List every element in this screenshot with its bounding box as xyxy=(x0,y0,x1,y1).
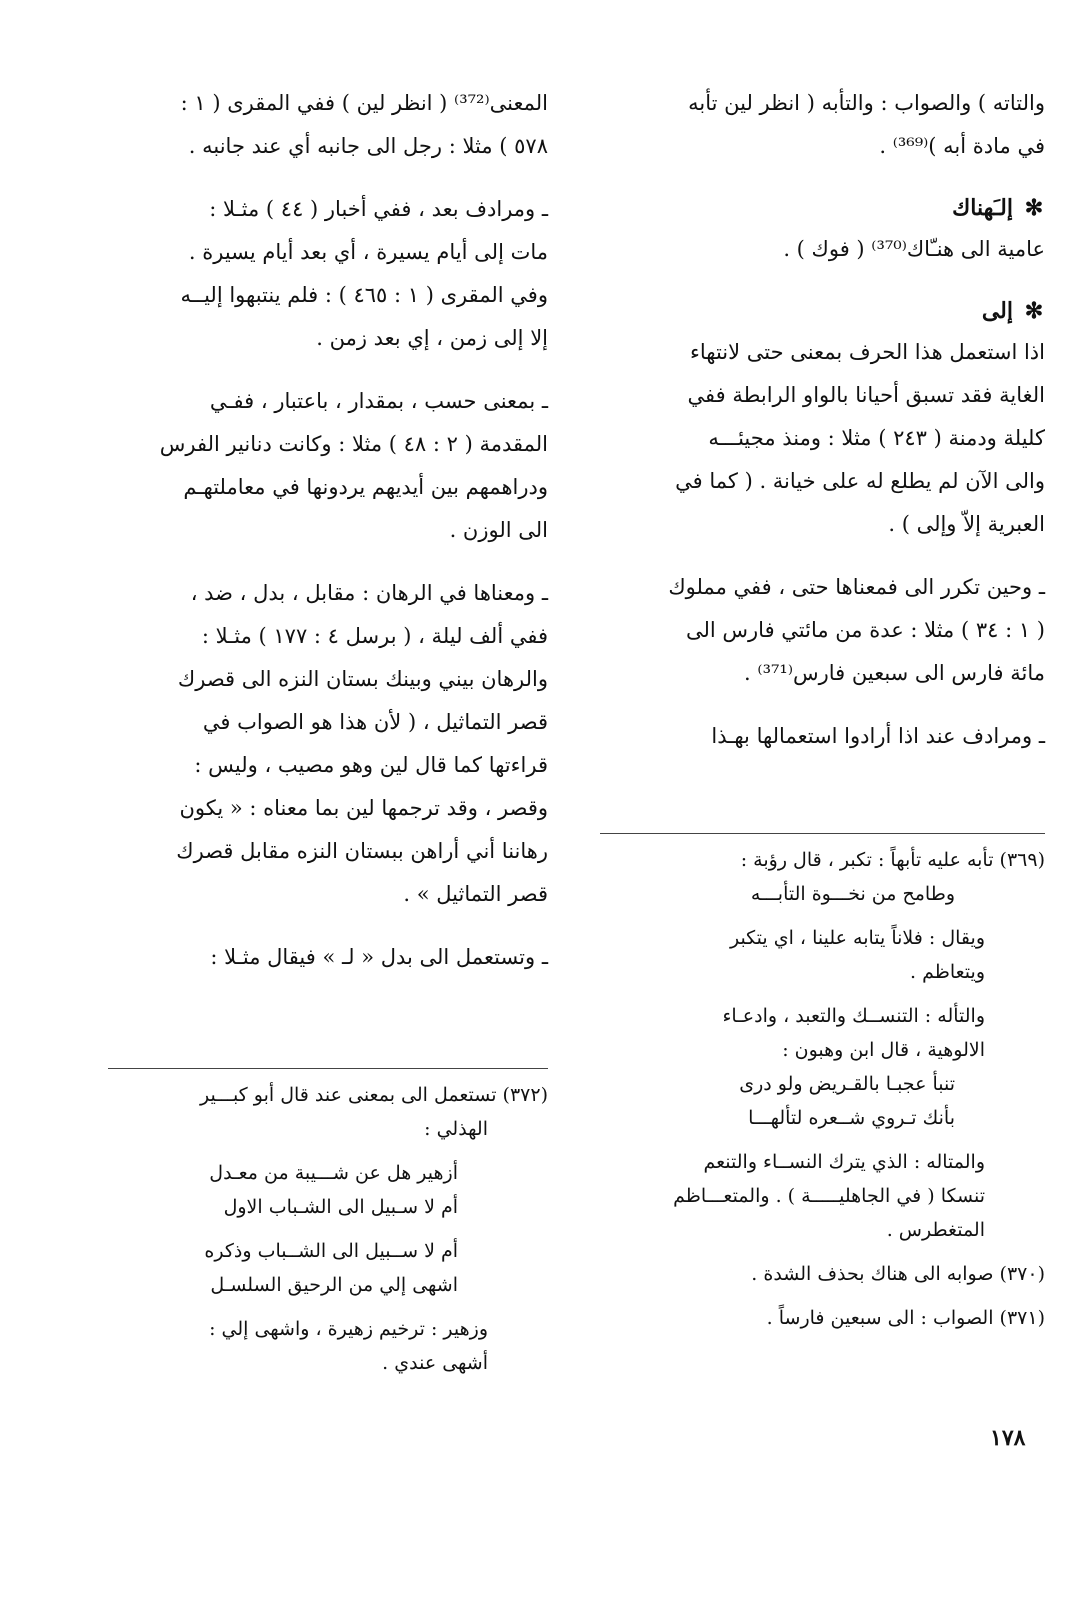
verse-line: بأنك تـروي شــعره لتألهـــا xyxy=(748,1107,955,1129)
footnote-line: المتغطرس . xyxy=(886,1219,985,1241)
body-line: وفي المقرى ( ١ : ٤٦٥ ) : فلم ينتبهوا إليــه xyxy=(180,283,548,307)
page-number: ١٧٨ xyxy=(990,1425,1026,1451)
body-line: ـ ومرادف بعد ، ففي أخبار ( ٤٤ ) مثـلا : xyxy=(209,197,548,221)
body-line: اذا استعمل هذا الحرف بمعنى حتى لانتهاء xyxy=(690,340,1045,364)
footnote-line: والتأله : التنســك والتعبد ، وادعـاء xyxy=(722,1005,985,1027)
footnote-line: الالوهية ، قال ابن وهبون : xyxy=(782,1039,985,1061)
footnote-line: الهذلي : xyxy=(424,1118,488,1140)
body-line: قصر التماثيل » . xyxy=(403,882,548,906)
body-line: ودراهمهم بين أيديهم يردونها في معاملتهـم xyxy=(183,475,548,499)
entry-heading xyxy=(600,188,1045,228)
footnote-line: ويقال : فلاناً يتابه علينا ، اي يتكبر xyxy=(729,927,985,949)
body-line: مات إلى أيام يسيرة ، أي بعد أيام يسيرة . xyxy=(188,240,548,264)
footnote-line: أشهى عندي . xyxy=(382,1352,488,1374)
right-column xyxy=(600,82,1045,758)
body-line: ـ ومرادف عند اذا أرادوا استعمالها بهـذا xyxy=(711,724,1045,748)
footnote-line: (٣٧٢) تستعمل الى بمعنى عند قال أبو كبـــير xyxy=(200,1084,548,1106)
body-line: المقدمة ( ٢ : ٤٨ ) مثلا : وكانت دنانير الفرس xyxy=(159,432,548,456)
asterisk-icon: ✻ xyxy=(1024,195,1044,221)
body-line: ـ بمعنى حسب ، بمقدار ، باعتبار ، ففـي xyxy=(209,389,548,413)
verse-line: اشهى إلي من الرحيق السلسـل xyxy=(210,1274,458,1296)
body-line: كليلة ودمنة ( ٢٤٣ ) مثلا : ومنذ مجيئـــه xyxy=(708,426,1045,450)
footnote-divider xyxy=(600,833,1045,834)
footnote-line: (٣٧١) الصواب : الى سبعين فارساً . xyxy=(766,1307,1045,1329)
left-column xyxy=(108,82,548,979)
verse-line: وطامح من نخـــوة التأبـــه xyxy=(750,883,955,905)
body-line: العبرية إلاّ وإلى ) . xyxy=(888,512,1045,536)
verse-line: تنبأ عجبـا بالقـريض ولو درى xyxy=(739,1073,955,1095)
footnote-line: تنسكا ( في الجاهليـــــة ) . والمتعـــاظم xyxy=(673,1185,985,1207)
verse-line: أم لا ســبيل الى الشــباب وذكره xyxy=(204,1240,458,1262)
body-line: عامية الى هنـّاك⁽³⁷⁰⁾ ( فوك ) . xyxy=(783,237,1045,261)
body-line: ( ١ : ٣٤ ) مثلا : عدة من مائتي فارس الى xyxy=(685,618,1045,642)
left-footnotes xyxy=(108,1078,548,1380)
body-line: قراءتها كما قال لين وهو مصيب ، وليس : xyxy=(194,753,548,777)
entry-headword: إلى xyxy=(981,298,1013,324)
verse-line: أزهير هل عن شـــيبة من معـدل xyxy=(209,1162,458,1184)
footnote-line: (٣٧٠) صوابه الى هناك بحذف الشدة . xyxy=(751,1263,1045,1285)
body-line: والى الآن لم يطلع له على خيانة . ( كما في xyxy=(675,469,1045,493)
body-line: في مادة أبه )⁽³⁶⁹⁾ . xyxy=(879,134,1045,158)
body-line: الغاية فقد تسبق أحيانا بالواو الرابطة ففي xyxy=(687,383,1045,407)
footnote-line: (٣٦٩) تأبه عليه تأبهاً : تكبر ، قال رؤبة : xyxy=(740,849,1045,871)
body-line: الى الوزن . xyxy=(449,518,548,542)
footnote-line: وزهير : ترخيم زهيرة ، واشهى إلي : xyxy=(209,1318,488,1340)
footnote-divider xyxy=(108,1068,548,1069)
footnote-line: والمتاله : الذي يترك النســاء والتنعم xyxy=(703,1151,985,1173)
body-line: ـ ومعناها في الرهان : مقابل ، بدل ، ضد ، xyxy=(190,581,548,605)
body-line: ففي ألف ليلة ، ( برسل ٤ : ١٧٧ ) مثـلا : xyxy=(201,624,548,648)
entry-headword: إلـَهناك xyxy=(952,195,1013,221)
body-line: رهاننا أني أراهن ببستان النزه مقابل قصرك xyxy=(176,839,548,863)
body-line: ـ وتستعمل الى بدل « لـ » فيقال مثـلا : xyxy=(210,945,548,969)
footnote-line: ويتعاظم . xyxy=(910,961,985,983)
entry-heading xyxy=(600,291,1045,331)
body-line: ٥٧٨ ) مثلا : رجل الى جانبه أي عند جانبه . xyxy=(188,134,548,158)
body-line: إلا إلى زمن ، إي بعد زمن . xyxy=(316,326,548,350)
body-line: وقصر ، وقد ترجمها لين بما معناه : « يكون xyxy=(179,796,548,820)
verse-line: أم لا سـبيل الى الشـباب الاول xyxy=(223,1196,458,1218)
body-line: والتاته ) والصواب : والتأبه ( انظر لين تأبه xyxy=(688,91,1045,115)
body-line: والرهان بيني وبينك بستان النزه الى قصرك xyxy=(177,667,548,691)
body-line: ـ وحين تكرر الى فمعناها حتى ، ففي مملوك xyxy=(668,575,1045,599)
body-line: قصر التماثيل ، ( لأن هذا هو الصواب في xyxy=(202,710,548,734)
body-line: المعنى⁽³⁷²⁾ ( انظر لين ) ففي المقرى ( ١ : xyxy=(180,91,548,115)
asterisk-icon: ✻ xyxy=(1024,298,1044,324)
right-footnotes xyxy=(600,843,1045,1335)
body-line: مائة فارس الى سبعين فارس⁽³⁷¹⁾ . xyxy=(744,661,1045,685)
